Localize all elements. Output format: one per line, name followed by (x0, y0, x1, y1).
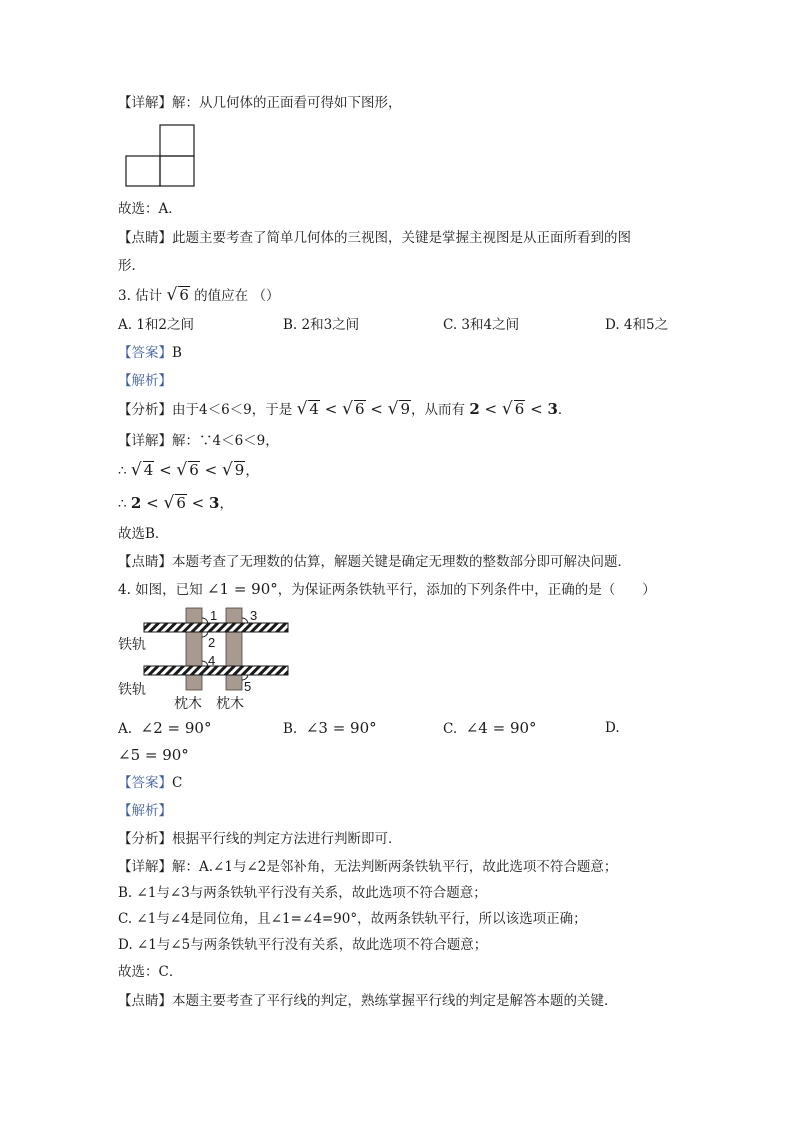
q4-option-a: A. ∠2 = 90° (118, 719, 212, 737)
q4-option-c: C. ∠4 = 90° (443, 719, 537, 737)
q4-option-d-math: ∠5 = 90° (118, 746, 189, 764)
angle-label-5: 5 (244, 679, 252, 694)
q4-detail-c: C. ∠1与∠4是同位角，且∠1=∠4=90°，故两条铁轨平行，所以该选项正确； (118, 911, 587, 927)
q4-analysis-tag: 【解析】 (118, 803, 172, 819)
q3-option-d: D. 4和5之 (605, 317, 669, 333)
answer-line: 故选：A． (118, 201, 182, 217)
q4-comment: 【点睛】本题主要考查了平行线的判定，熟练掌握平行线的判定是解答本题的关键． (118, 993, 618, 1009)
railway-figure (116, 604, 296, 714)
q3-answer: 【答案】B (118, 345, 182, 361)
rail-bottom (144, 666, 288, 675)
sleeper-right (226, 608, 242, 690)
q4-fenxi: 【分析】根据平行线的判定方法进行判断即可． (118, 831, 402, 847)
sleeper-left (186, 608, 202, 690)
angle-label-1: 1 (210, 608, 218, 623)
sleeper-label-right: 枕木 (216, 696, 244, 712)
q3-analysis-tag: 【解析】 (118, 373, 172, 389)
q3-detail: 【详解】解：∵4＜6＜9， (118, 433, 279, 449)
q4-choose: 故选：C． (118, 964, 183, 980)
q3-option-b: B. 2和3之间 (283, 317, 360, 333)
sleeper-label-left: 枕木 (174, 696, 202, 712)
q3-stem: 3. 估计 √ 6 的值应在 （） (118, 285, 280, 305)
q3-fenxi: 【分析】由于4＜6＜9，于是 √ 4 < √ 6 < √ 9，从而有 2 < √ 6 < 3． (118, 399, 572, 419)
angle-label-3: 3 (250, 608, 258, 623)
rail-label-top: 铁轨 (118, 637, 146, 653)
comment-line-2: 形． (118, 258, 145, 274)
q3-choose: 故选B． (118, 526, 169, 542)
angle-label-4: 4 (208, 653, 216, 668)
angle-label-2: 2 (208, 635, 216, 650)
q4-option-d-label: D. (605, 720, 620, 736)
comment-line-1: 【点睛】此题主要考查了简单几何体的三视图，关键是掌握主视图是从正面所看到的图 (118, 230, 631, 246)
q4-detail-a: 【详解】解：A.∠1与∠2是邻补角，无法判断两条铁轨平行，故此选项不符合题意； (118, 859, 618, 875)
q3-option-a: A. 1和2之间 (118, 317, 195, 333)
rail-label-bottom: 铁轨 (118, 682, 146, 698)
q4-detail-b: B. ∠1与∠3与两条铁轨平行没有关系，故此选项不符合题意； (118, 885, 487, 901)
q4-stem: 4. 如图，已知 ∠1 = 90°，为保证两条铁轨平行，添加的下列条件中，正确的是（ ） (118, 580, 656, 598)
q3-therefore-1: ∴ √ 4 < √ 6 < √ 9， (118, 460, 259, 480)
front-view-figure (125, 124, 197, 188)
q4-answer: 【答案】C (118, 775, 183, 791)
q3-option-c: C. 3和4之间 (443, 317, 520, 333)
q4-option-b: B. ∠3 = 90° (283, 719, 377, 737)
q3-therefore-2: ∴ 2 < √ 6 < 3， (118, 493, 233, 513)
detail-line: 【详解】解：从几何体的正面看可得如下图形， (118, 95, 402, 111)
q4-detail-d: D. ∠1与∠5与两条铁轨平行没有关系，故此选项不符合题意； (118, 937, 488, 953)
q3-comment: 【点睛】本题考查了无理数的估算，解题关键是确定无理数的整数部分即可解决问题． (118, 554, 631, 570)
rail-top (144, 623, 288, 632)
